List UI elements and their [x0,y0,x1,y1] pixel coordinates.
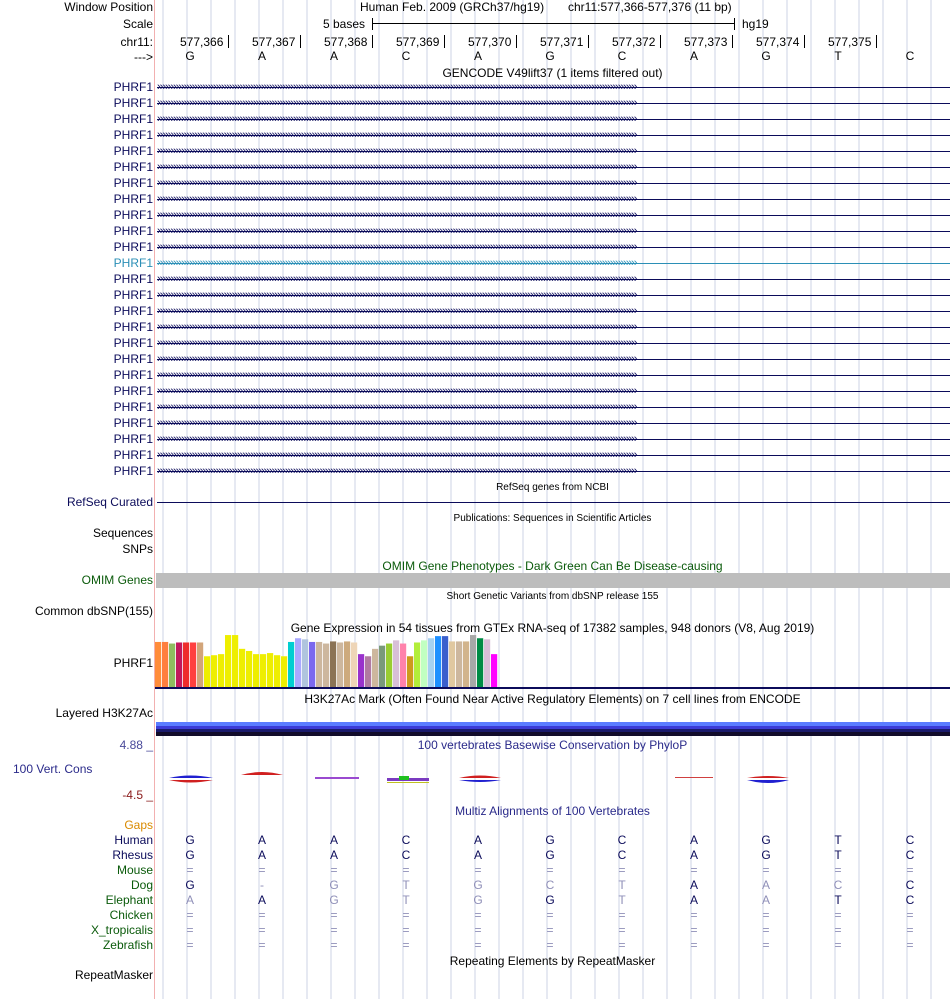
alignment-base: = [690,923,698,937]
alignment-base: G [473,893,483,907]
gencode-transcript[interactable] [155,320,950,336]
alignment-base: = [906,938,914,952]
gtex-tissue-bar[interactable] [288,642,294,687]
scale-bar [372,18,735,30]
gencode-gene-label[interactable]: PHRF1 [113,192,153,206]
alignment-base: = [186,923,194,937]
gtex-tissue-bar[interactable] [379,646,385,687]
strand-chevrons: ›››››››››››››››››››››››››››››››››››››››››››››››››››››››››››››››››››››››››››››››››››››››››››››››››››››››››››››››››››››››››››››››››››››››››››››››››››››››››››››››››››››››››››››››››››› [157,177,637,189]
gencode-gene-label[interactable]: PHRF1 [113,160,153,174]
strand-chevrons: ›››››››››››››››››››››››››››››››››››››››››››››››››››››››››››››››››››››››››››››››››››››››››››››››››››››››››››››››››››››››››››››››››››››››››››››››››››››››››››››››››››››››››››››››››››› [157,289,637,301]
gencode-gene-label[interactable]: PHRF1 [113,304,153,318]
gtex-tissue-bar[interactable] [337,642,343,687]
alignment-base: = [186,908,194,922]
gtex-tissue-bar[interactable] [197,642,203,687]
alignment-base: = [906,923,914,937]
alignment-base: A [761,878,771,892]
alignment-base: C [617,848,627,862]
alignment-base: = [474,863,482,877]
strand-chevrons: ›››››››››››››››››››››››››››››››››››››››››››››››››››››››››››››››››››››››››››››››››››››››››››››››››››››››››››››››››››››››››››››››››››››››››››››››››››››››››››››››››››››››››››››››››››› [157,321,637,333]
alignment-base: = [186,938,194,952]
strand-chevrons: ›››››››››››››››››››››››››››››››››››››››››››››››››››››››››››››››››››››››››››››››››››››››››››››››››››››››››››››››››››››››››››››››››››››››››››››››››››››››››››››››››››››››››››››››››››› [157,401,637,413]
ruler-tick [732,35,733,48]
gencode-transcript[interactable] [155,432,950,448]
alignment-base: = [186,863,194,877]
scale-db: hg19 [742,17,769,31]
gencode-gene-label[interactable]: PHRF1 [113,352,153,366]
publications-track-title[interactable]: Publications: Sequences in Scientific Articles [453,513,652,524]
ruler-position-label: 577,374 [756,35,800,49]
gtex-tissue-bar[interactable] [169,644,175,687]
gtex-tissue-bar[interactable] [295,638,301,687]
gtex-tissue-bar[interactable] [491,654,497,687]
gencode-transcript[interactable] [155,144,950,160]
alignment-base: = [546,908,554,922]
alignment-base: C [905,848,915,862]
ruler-base: T [834,49,842,63]
gencode-transcript[interactable] [155,336,950,352]
refseq-gene-line[interactable] [157,502,950,503]
gencode-gene-label[interactable]: PHRF1 [113,400,153,414]
gtex-tissue-bar[interactable] [484,639,490,687]
gencode-transcript[interactable] [155,448,950,464]
ruler-base: A [329,49,339,63]
alignment-base: = [762,908,770,922]
strand-chevrons: ›››››››››››››››››››››››››››››››››››››››››››››››››››››››››››››››››››››››››››››››››››››››››››››››››››››››››››››››››››››››››››››››››››››››››››››››››››››››››››››››››››››››››››››››››››› [157,273,637,285]
ruler-tick [516,35,517,48]
alignment-base: C [401,848,411,862]
gtex-tissue-bar[interactable] [211,655,217,687]
alignment-base: = [690,863,698,877]
ruler-position-label: 577,366 [180,35,224,49]
alignment-base: T [834,848,842,862]
h3k27ac-label[interactable]: Layered H3K27Ac [55,706,153,720]
gtex-tissue-bar[interactable] [155,642,161,687]
strand-chevrons: ›››››››››››››››››››››››››››››››››››››››››››››››››››››››››››››››››››››››››››››››››››››››››››››››››››››››››››››››››››››››››››››››››››››››››››››››››››››››››››››››››››››››››››››››››››› [157,353,637,365]
ruler-position-label: 577,372 [612,35,656,49]
omim-feature-bar[interactable] [156,573,950,588]
gtex-bar-chart[interactable] [155,634,555,687]
strand-chevrons: ›››››››››››››››››››››››››››››››››››››››››››››››››››››››››››››››››››››››››››››››››››››››››››››››››››››››››››››››››››››››››››››››››››››››››››››››››››››››››››››››››››››››››››››››››››› [157,209,637,221]
strand-chevrons: ›››››››››››››››››››››››››››››››››››››››››››››››››››››››››››››››››››››››››››››››››››››››››››››››››››››››››››››››››››››››››››››››››››››››››››››››››››››››››››››››››››››››››››››››››››› [157,129,637,141]
alignment-base: G [185,833,195,847]
alignment-base: = [474,908,482,922]
strand-chevrons: ›››››››››››››››››››››››››››››››››››››››››››››››››››››››››››››››››››››››››››››››››››››››››››››››››››››››››››››››››››››››››››››››››››››››››››››››››››››››››››››››››››››››››››››››››››› [157,161,637,173]
gencode-gene-label[interactable]: PHRF1 [113,240,153,254]
gencode-gene-label[interactable]: PHRF1 [113,256,153,270]
gencode-gene-label[interactable]: PHRF1 [113,176,153,190]
strand-chevrons: ›››››››››››››››››››››››››››››››››››››››››››››››››››››››››››››››››››››››››››››››››››››››››››››››››››››››››››››››››››››››››››››››››››››››››››››››››››››››››››››››››››››››››››››››››››› [157,241,637,253]
species-label[interactable]: X_tropicalis [90,923,153,937]
gtex-tissue-bar[interactable] [316,642,322,687]
strand-label: ---> [134,50,153,64]
repeatmasker-label[interactable]: RepeatMasker [74,968,153,982]
species-label[interactable]: Chicken [109,908,153,922]
ruler-position-label: 577,370 [468,35,512,49]
ruler-base: A [689,49,699,63]
phylop-mark-3 [315,777,359,779]
gencode-gene-label[interactable]: PHRF1 [113,128,153,142]
ruler-base: A [257,49,267,63]
alignment-base: = [690,908,698,922]
alignment-base: G [545,893,555,907]
gtex-tissue-bar[interactable] [232,635,238,687]
alignment-base: = [618,938,626,952]
alignment-base: A [257,833,267,847]
alignment-base: = [330,908,338,922]
gencode-transcript[interactable] [155,272,950,288]
strand-chevrons: ›››››››››››››››››››››››››››››››››››››››››››››››››››››››››››››››››››››››››››››››››››››››››››››››››››››››››››››››››››››››››››››››››››››››››››››››››››››››››››››››››››››››››››››››››››› [157,193,637,205]
scale-label: Scale [122,17,153,31]
gencode-transcript[interactable] [155,96,950,112]
gtex-tissue-bar[interactable] [365,656,371,687]
gtex-gene-label[interactable]: PHRF1 [113,656,153,670]
gtex-track-title[interactable]: Gene Expression in 54 tissues from GTEx RNA-seq of 17382 samples, 948 donors (V8, Aug 2019) [290,621,815,635]
gencode-transcript[interactable] [155,464,950,480]
gtex-tissue-bar[interactable] [344,641,350,687]
alignment-base: C [905,833,915,847]
alignment-base: A [473,833,483,847]
refseq-track-title[interactable]: RefSeq genes from NCBI [496,482,609,493]
strand-chevrons: ›››››››››››››››››››››››››››››››››››››››››››››››››››››››››››››››››››››››››››››››››››››››››››››››››››››››››››››››››››››››››››››››››››››››››››››››››››››››››››››››››››››››››››››››››››› [157,145,637,157]
gencode-transcript[interactable] [155,80,950,96]
ruler-position-label: 577,367 [252,35,296,49]
phylop-mark-5 [459,776,501,783]
alignment-base: = [258,923,266,937]
gencode-transcript[interactable] [155,208,950,224]
species-label[interactable]: Rhesus [112,848,153,862]
alignment-base: = [834,938,842,952]
alignment-base: A [329,833,339,847]
strand-chevrons: ›››››››››››››››››››››››››››››››››››››››››››››››››››››››››››››››››››››››››››››››››››››››››››››››››››››››››››››››››››››››››››››››››››››››››››››››››››››››››››››››››››››››››››››››››››› [157,225,637,237]
alignment-base: = [762,923,770,937]
alignment-base: = [762,863,770,877]
ruler-tick [300,35,301,48]
alignment-base: = [258,908,266,922]
gtex-tissue-bar[interactable] [358,654,364,687]
window-position-label: Window Position [64,0,153,14]
gencode-gene-label[interactable]: PHRF1 [113,112,153,126]
phylop-max-label: 4.88 _ [119,738,153,752]
ruler-base: G [545,49,555,63]
snps-label[interactable]: SNPs [122,542,153,556]
omim-label[interactable]: OMIM Genes [81,573,153,587]
gtex-tissue-bar[interactable] [204,656,210,687]
gencode-gene-label[interactable]: PHRF1 [113,208,153,222]
assembly-title: Human Feb. 2009 (GRCh37/hg19) [360,0,545,14]
alignment-base: A [689,878,699,892]
gtex-tissue-bar[interactable] [463,641,469,687]
gencode-gene-label[interactable]: PHRF1 [113,416,153,430]
species-label[interactable]: Dog [130,878,153,892]
alignment-base: = [402,863,410,877]
gtex-tissue-bar[interactable] [302,639,308,687]
alignment-base: A [185,893,195,907]
phylop-mark-6 [675,777,713,778]
phylop-signal[interactable] [155,765,950,789]
alignment-base: = [762,938,770,952]
strand-chevrons: ›››››››››››››››››››››››››››››››››››››››››››››››››››››››››››››››››››››››››››››››››››››››››››››››››››››››››››››››››››››››››››››››››››››››››››››››››››››››››››››››››››››››››››››››››››› [157,81,637,93]
gtex-tissue-bar[interactable] [456,641,462,687]
alignment-base: = [330,938,338,952]
alignment-base: = [258,938,266,952]
alignment-base: A [761,893,771,907]
ruler-base: C [905,49,915,63]
gtex-tissue-bar[interactable] [393,640,399,687]
gtex-tissue-bar[interactable] [239,649,245,687]
ruler-tick [876,35,877,48]
alignment-base: = [474,938,482,952]
alignment-base: C [401,833,411,847]
gtex-tissue-bar[interactable] [267,653,273,687]
gtex-tissue-bar[interactable] [225,635,231,687]
alignment-base: G [545,848,555,862]
ruler-tick [660,35,661,48]
alignment-base: A [257,893,267,907]
gtex-tissue-bar[interactable] [190,642,196,687]
ruler-tick [804,35,805,48]
phylop-label[interactable]: 100 Vert. Cons [13,762,93,776]
gencode-gene-label[interactable]: PHRF1 [113,96,153,110]
gencode-transcript[interactable] [155,288,950,304]
strand-chevrons: ›››››››››››››››››››››››››››››››››››››››››››››››››››››››››››››››››››››››››››››››››››››››››››››››››››››››››››››››››››››››››››››››››››››››››››››››››››››››››››››››››››››››››››››››››››› [157,337,637,349]
alignment-base: C [545,878,555,892]
alignment-base: = [546,923,554,937]
multiz-track-title[interactable]: Multiz Alignments of 100 Vertebrates [455,804,650,818]
phylop-min-label: -4.5 _ [122,788,153,802]
gtex-tissue-bar[interactable] [281,656,287,687]
alignment-base: A [257,848,267,862]
gencode-gene-label[interactable]: PHRF1 [113,144,153,158]
ruler-position-label: 577,368 [324,35,368,49]
gencode-gene-label[interactable]: PHRF1 [113,384,153,398]
phylop-mark-1 [169,776,213,783]
alignment-base: C [833,878,843,892]
alignment-base: = [546,863,554,877]
gtex-tissue-bar[interactable] [260,654,266,687]
scale-text: 5 bases [323,17,366,31]
gencode-transcript[interactable] [155,112,950,128]
alignment-base: = [618,863,626,877]
alignment-base: G [473,878,483,892]
gencode-gene-label[interactable]: PHRF1 [113,432,153,446]
gencode-transcript[interactable] [155,384,950,400]
gencode-gene-label[interactable]: PHRF1 [113,368,153,382]
alignment-base: G [329,878,339,892]
ruler-tick [588,35,589,48]
alignment-base: = [834,908,842,922]
gencode-transcript[interactable] [155,352,950,368]
omim-track-title[interactable]: OMIM Gene Phenotypes - Dark Green Can Be Disease-causing [382,559,723,573]
repeatmasker-track-title[interactable]: Repeating Elements by RepeatMasker [449,954,656,968]
gtex-tissue-bar[interactable] [386,644,392,687]
gencode-transcript[interactable] [155,128,950,144]
gtex-tissue-bar[interactable] [470,635,476,687]
gtex-tissue-bar[interactable] [351,642,357,687]
alignment-base: A [689,833,699,847]
h3k27ac-signal[interactable] [156,722,950,736]
ruler-position-label: 577,375 [828,35,872,49]
h3k27ac-track-title[interactable]: H3K27Ac Mark (Often Found Near Active Regulatory Elements) on 7 cell lines from ENCODE [304,692,801,706]
alignment-base: = [906,863,914,877]
alignment-base: = [834,923,842,937]
alignment-base: A [689,893,699,907]
alignment-base: = [402,908,410,922]
ruler-base: A [473,49,483,63]
strand-chevrons: ›››››››››››››››››››››››››››››››››››››››››››››››››››››››››››››››››››››››››››››››››››››››››››››››››››››››››››››››››››››››››››››››››››››››››››››››››››››››››››››››››››››››››››››››››››› [157,97,637,109]
gtex-tissue-bar[interactable] [428,638,434,687]
alignment-base: G [185,848,195,862]
alignment-base: = [330,923,338,937]
refseq-label[interactable]: RefSeq Curated [66,495,153,509]
ruler-position-label: 577,371 [540,35,584,49]
gtex-tissue-bar[interactable] [414,642,420,687]
gaps-label[interactable]: Gaps [124,818,153,832]
gtex-tissue-bar[interactable] [162,642,168,687]
gtex-tissue-bar[interactable] [323,644,329,687]
alignment-base: = [834,863,842,877]
phylop-mark-4 [387,776,429,783]
alignment-base: = [618,908,626,922]
alignment-base: T [834,833,842,847]
gencode-transcript[interactable] [155,176,950,192]
chrom-label: chr11: [120,35,153,49]
species-label[interactable]: Human [114,833,153,847]
alignment-base: - [260,878,264,892]
alignment-base: C [905,893,915,907]
alignment-base: G [545,833,555,847]
gencode-transcript[interactable] [155,304,950,320]
gtex-tissue-bar[interactable] [183,642,189,687]
gencode-track-title[interactable]: GENCODE V49lift37 (1 items filtered out) [442,66,663,80]
alignment-base: T [402,878,410,892]
gtex-tissue-bar[interactable] [435,636,441,687]
gencode-gene-label[interactable]: PHRF1 [113,80,153,94]
strand-chevrons: ›››››››››››››››››››››››››››››››››››››››››››››››››››››››››››››››››››››››››››››››››››››››››››››››››››››››››››››››››››››››››››››››››››››››››››››››››››››››››››››››››››››››››››››››››››› [157,465,637,477]
alignment-base: = [618,923,626,937]
gtex-tissue-bar[interactable] [253,654,259,687]
species-label[interactable]: Mouse [116,863,153,877]
alignment-base: G [761,833,771,847]
alignment-base: = [546,938,554,952]
gtex-tissue-bar[interactable] [407,656,413,687]
ruler-base: C [401,49,411,63]
species-label[interactable]: Zebrafish [102,938,153,952]
gtex-tissue-bar[interactable] [274,655,280,687]
alignment-base: T [618,893,626,907]
alignment-base: A [689,848,699,862]
alignment-base: T [834,893,842,907]
gtex-tissue-bar[interactable] [330,641,336,687]
species-label[interactable]: Elephant [105,893,153,907]
gtex-tissue-bar[interactable] [218,654,224,687]
dbsnp-label[interactable]: Common dbSNP(155) [34,604,153,618]
strand-chevrons: ›››››››››››››››››››››››››››››››››››››››››››››››››››››››››››››››››››››››››››››››››››››››››››››››››››››››››››››››››››››››››››››››››››››››››››››››››››››››››››››››››››››››››››››››››››› [157,385,637,397]
alignment-base: G [329,893,339,907]
strand-chevrons: ›››››››››››››››››››››››››››››››››››››››››››››››››››››››››››››››››››››››››››››››››››››››››››››››››››››››››››››››››››››››››››››››››››››››››››››››››››››››››››››››››››››››››››››››››››› [157,369,637,381]
gencode-gene-label[interactable]: PHRF1 [113,224,153,238]
gencode-transcript[interactable] [155,240,950,256]
strand-chevrons: ›››››››››››››››››››››››››››››››››››››››››››››››››››››››››››››››››››››››››››››››››››››››››››››››››››››››››››››››››››››››››››››››››››››››››››››››››››››››››››››››››››››››››››››››››››› [157,449,637,461]
alignment-base: C [617,833,627,847]
gtex-tissue-bar[interactable] [477,638,483,687]
gencode-transcript[interactable] [155,416,950,432]
gencode-gene-label[interactable]: PHRF1 [113,288,153,302]
gencode-gene-label[interactable]: PHRF1 [113,448,153,462]
phylop-mark-7 [747,776,789,783]
alignment-base: A [473,848,483,862]
alignment-base: A [329,848,339,862]
ruler-tick [444,35,445,48]
phylop-mark-2 [241,772,283,775]
ruler-base: C [617,49,627,63]
alignment-base: = [330,863,338,877]
gencode-gene-label[interactable]: PHRF1 [113,272,153,286]
ruler-tick [228,35,229,48]
ruler-tick [372,35,373,48]
position-readout: chr11:577,366-577,376 (11 bp) [568,0,732,14]
strand-chevrons: ›››››››››››››››››››››››››››››››››››››››››››››››››››››››››››››››››››››››››››››››››››››››››››››››››››››››››››››››››››››››››››››››››››››››››››››››››››››››››››››››››››››››››››››››››››› [157,433,637,445]
gtex-tissue-bar[interactable] [246,651,252,687]
alignment-base: = [906,908,914,922]
alignment-base: = [690,938,698,952]
gencode-transcript[interactable] [155,224,950,240]
gencode-gene-label[interactable]: PHRF1 [113,320,153,334]
alignment-base: C [905,878,915,892]
gencode-gene-label[interactable]: PHRF1 [113,336,153,350]
alignment-base: = [258,863,266,877]
alignment-base: = [402,938,410,952]
gencode-gene-label[interactable]: PHRF1 [113,464,153,478]
gencode-transcript[interactable] [155,368,950,384]
strand-chevrons: ›››››››››››››››››››››››››››››››››››››››››››››››››››››››››››››››››››››››››››››››››››››››››››››››››››››››››››››››››››››››››››››››››››››››››››››››››››››››››››››››››››››››››››››››››››› [157,305,637,317]
phylop-track-title[interactable]: 100 vertebrates Basewise Conservation by PhyloP [417,738,688,752]
strand-chevrons: ›››››››››››››››››››››››››››››››››››››››››››››››››››››››››››››››››››››››››››››››››››››››››››››››››››››››››››››››››››››››››››››››››››››››››››››››››››››››››››››››››››››››››››››››››››› [157,417,637,429]
gtex-tissue-bar[interactable] [176,642,182,687]
ruler-position-label: 577,369 [396,35,440,49]
alignment-base: G [761,848,771,862]
ruler-base: G [761,49,771,63]
dbsnp-track-title[interactable]: Short Genetic Variants from dbSNP release 155 [446,591,659,602]
ruler-base: G [185,49,195,63]
gtex-tissue-bar[interactable] [309,642,315,687]
gencode-transcript[interactable] [155,160,950,176]
gtex-tissue-bar[interactable] [442,636,448,687]
alignment-base: = [474,923,482,937]
gencode-transcript[interactable] [155,400,950,416]
strand-chevrons: ›››››››››››››››››››››››››››››››››››››››››››››››››››››››››››››››››››››››››››››››››››››››››››››››››››››››››››››››››››››››››››››››››››››››››››››››››››››››››››››››››››››››››››››››››››› [157,113,637,125]
alignment-base: T [402,893,410,907]
ruler-position-label: 577,373 [684,35,728,49]
gtex-baseline [155,687,950,689]
alignment-base: G [185,878,195,892]
gtex-tissue-bar[interactable] [400,644,406,687]
strand-chevrons: ›››››››››››››››››››››››››››››››››››››››››››››››››››››››››››››››››››››››››››››››››››››››››››››››››››››››››››››››››››››››››››››››››››››››››››››››››››››››››››››››››››››››››››››››››››› [157,257,637,269]
gtex-tissue-bar[interactable] [421,640,427,687]
alignment-base: T [618,878,626,892]
gencode-transcript[interactable] [155,256,950,272]
gtex-tissue-bar[interactable] [372,649,378,687]
gencode-transcript[interactable] [155,192,950,208]
alignment-base: = [402,923,410,937]
publications-label[interactable]: Sequences [92,526,153,540]
gtex-tissue-bar[interactable] [449,641,455,687]
